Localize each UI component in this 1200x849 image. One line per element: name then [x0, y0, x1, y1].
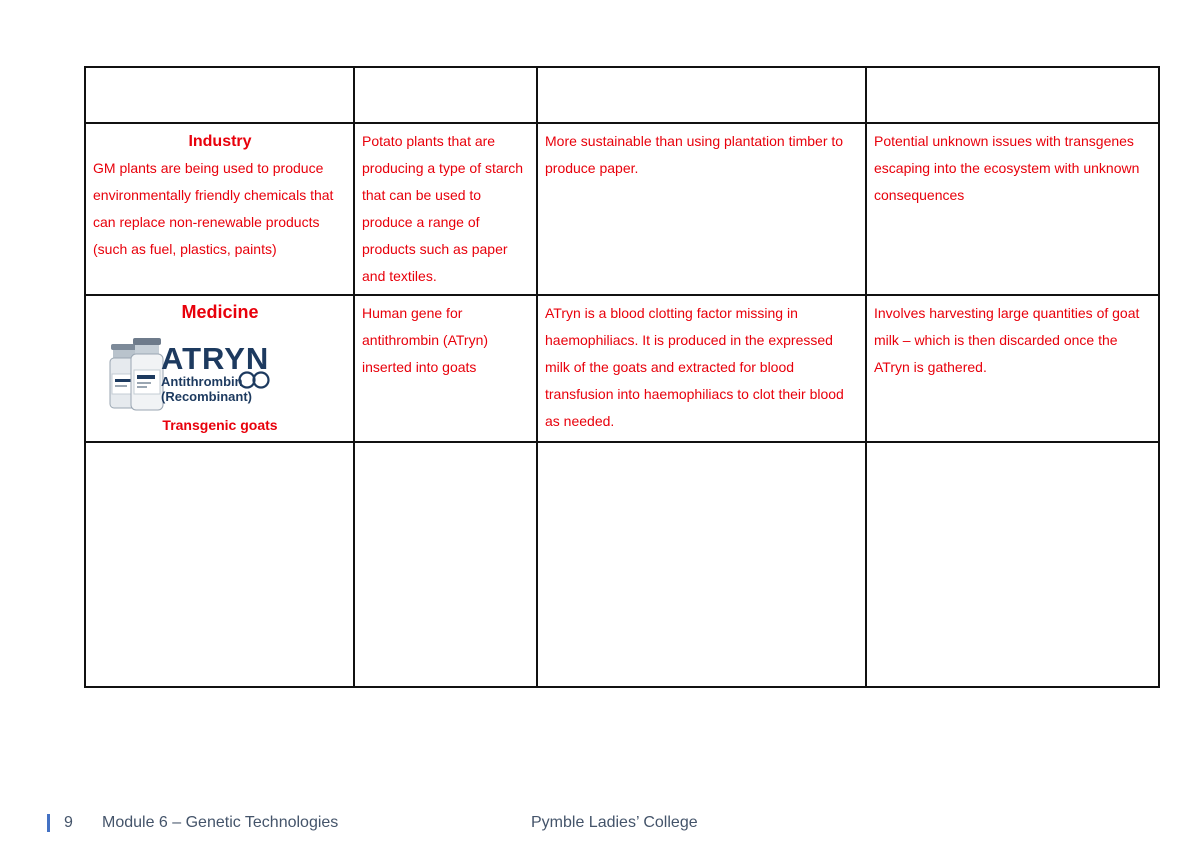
atryn-brand-line1: Antithrombin — [161, 374, 243, 389]
table-cell — [354, 442, 537, 687]
table-row-industry — [85, 123, 1159, 295]
footer-accent-bar — [47, 814, 50, 832]
genetic-technologies-table — [84, 66, 1160, 688]
rings-icon — [237, 370, 273, 390]
atryn-brand-line2: (Recombinant) — [161, 389, 252, 404]
atryn-brand-name: ATRYN — [161, 341, 270, 376]
industry-example: Potato plants that are producing a type of starch that can be used to produce a range of products such as paper and textiles. — [354, 123, 537, 295]
medicine-disadvantage: Involves harvesting large quantities of goat milk – which is then discarded once the ATryn is gathered. — [866, 295, 1159, 442]
table-cell — [537, 67, 866, 123]
table-cell — [85, 442, 354, 687]
medicine-cell — [85, 295, 354, 442]
table-cell — [537, 442, 866, 687]
table-cell — [354, 67, 537, 123]
medicine-advantage: ATryn is a blood clotting factor missing in haemophiliacs. It is produced in the expressed milk of the goats and extracted for blood transfusion into haemophiliacs to clot their blood as needed. — [537, 295, 866, 442]
atryn-logo — [93, 330, 347, 416]
table-row-medicine — [85, 295, 1159, 442]
industry-description: GM plants are being used to produce environmentally friendly chemicals that can replace non-renewable products (such as fuel, plastics, paints) — [93, 160, 334, 257]
footer-module-title: Module 6 – Genetic Technologies — [102, 814, 339, 831]
footer-school-name: Pymble Ladies’ College — [531, 814, 698, 831]
medicine-caption: Transgenic goats — [162, 417, 278, 433]
table-cell — [866, 442, 1159, 687]
industry-heading: Industry — [188, 133, 252, 150]
page-footer — [0, 812, 1200, 836]
table-cell — [866, 67, 1159, 123]
medicine-example: Human gene for antithrombin (ATryn) inserted into goats — [354, 295, 537, 442]
table-cell — [85, 67, 354, 123]
page-number: 9 — [64, 814, 73, 831]
industry-cell — [85, 123, 354, 295]
industry-disadvantage: Potential unknown issues with transgenes escaping into the ecosystem with unknown consequences — [866, 123, 1159, 295]
industry-advantage: More sustainable than using plantation timber to produce paper. — [537, 123, 866, 295]
table-row-empty — [85, 67, 1159, 123]
medicine-heading: Medicine — [181, 302, 259, 322]
table-row-blank — [85, 442, 1159, 687]
